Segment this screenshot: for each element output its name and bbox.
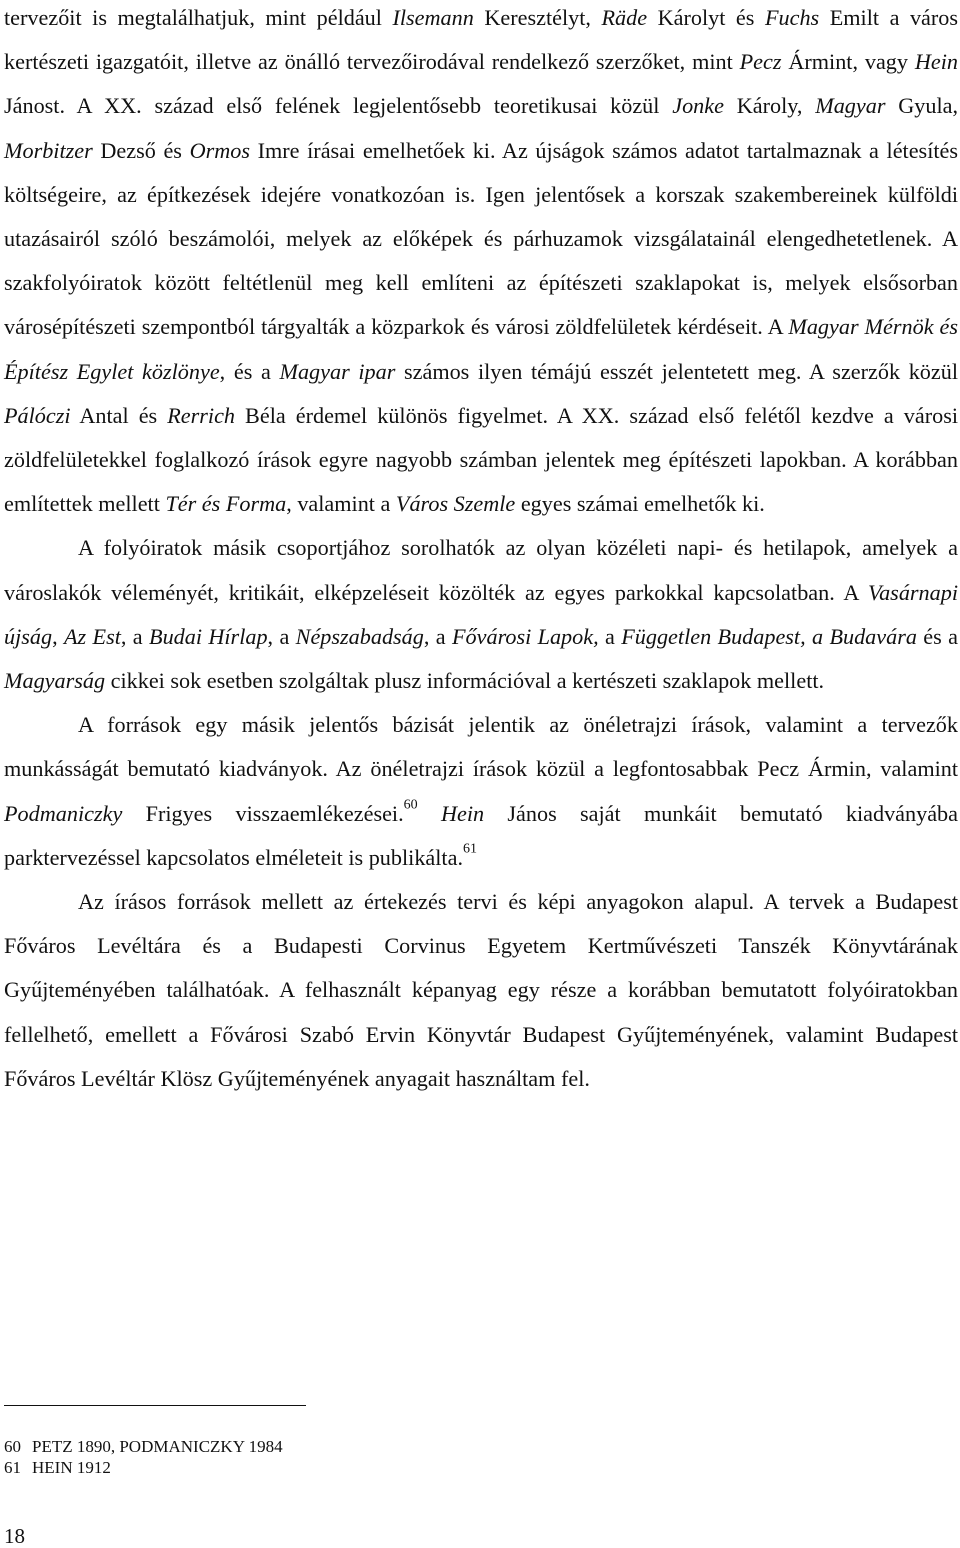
text-run: , a	[120, 623, 150, 649]
text-run: egyes számai emelhetők ki.	[515, 491, 765, 517]
text-run: Ármint, vagy	[781, 49, 915, 75]
text-run: A források egy másik jelentős bázisát jelentik az önéletrajzi írások, valamint a tervezők munkásságát bemutató kiadványok. Az önéletrajzi írások közül a legfontosabbak Pecz Ármin, valamint	[4, 712, 958, 782]
italic-text: Magyarság	[4, 668, 106, 694]
text-run: Jánost. A XX. század első felének legjelentősebb teoretikusai közül	[4, 93, 673, 119]
italic-text: Budai Hírlap	[149, 623, 268, 649]
footnote	[4, 1457, 704, 1478]
paragraph	[4, 526, 958, 703]
text-run: A folyóiratok másik csoportjához sorolhatók az olyan közéleti napi- és hetilapok, amelyek a városlakók véleményét, kritikáit, elképzeléseit közölték az egyes parkokkal kapcsolatban. A	[4, 535, 958, 605]
italic-text: Ormos	[189, 137, 250, 163]
footnote-text: PETZ 1890, PODMANICZKY 1984	[32, 1437, 283, 1456]
text-run: , és a	[219, 358, 280, 384]
italic-text: Hein	[914, 49, 958, 75]
italic-text: Pecz	[739, 49, 782, 75]
italic-text: Ilsemann	[392, 5, 474, 30]
italic-text: Fővárosi Lapok,	[451, 623, 599, 649]
text-run: ,	[52, 623, 64, 649]
footnote-reference: 61	[463, 841, 477, 857]
footnote-reference: 60	[403, 797, 418, 813]
italic-text: Vasárnapi újság	[4, 579, 958, 649]
paragraph	[4, 0, 958, 526]
text-run: tervezőit is megtalálhatjuk, mint például	[4, 5, 393, 30]
footnotes	[4, 1436, 704, 1478]
italic-text: Független Budapest, a Budavára	[621, 623, 917, 649]
italic-text: Tér és Forma	[165, 491, 287, 517]
italic-text: Jonke	[672, 93, 724, 119]
italic-text: Magyar Mérnök és Építész Egylet közlönye	[4, 314, 958, 384]
document-page	[4, 0, 958, 1101]
text-run: Az írásos források mellett az értekezés tervi és képi anyagokon alapul. A tervek a Budapest Főváros Levéltára és a Budapesti Corvinus Egyetem Kertművészeti Tanszék Könyvtárának Gyűjteményében találhatóak. A felhasznált képanyag egy része a korábban bemutatott folyóiratokban fellelhető, emellett a Fővárosi Szabó Ervin Könyvtár Budapest Gyűjteményének, valamint Budapest Főváros Levéltár Klösz Gyűjteményének anyagait használtam fel.	[4, 889, 958, 1091]
paragraph	[4, 703, 958, 880]
text-run: és a	[916, 623, 958, 649]
footnote-number: 60	[4, 1437, 21, 1456]
footnote-separator	[4, 1405, 306, 1406]
italic-text: Fuchs	[764, 5, 820, 30]
italic-text: Hein	[440, 800, 485, 826]
text-run	[418, 801, 441, 826]
text-run: , a	[423, 623, 452, 649]
text-run: cikkei sok esetben szolgáltak plusz információval a kertészeti szaklapok mellett.	[105, 668, 825, 694]
text-run: , valamint a	[286, 491, 396, 517]
italic-text: Rerrich	[167, 402, 236, 428]
text-run: Dezső és	[92, 137, 190, 163]
text-run: Károly,	[723, 93, 816, 119]
footnote-text: HEIN 1912	[32, 1458, 111, 1477]
italic-text: Népszabadság	[295, 623, 424, 649]
italic-text: Magyar	[815, 93, 886, 119]
footnote-number: 61	[4, 1458, 21, 1477]
paragraph	[4, 880, 958, 1101]
text-run: számos ilyen témájú esszét jelentetett meg. A szerzők közül	[395, 358, 958, 384]
text-run: Imre írásai emelhetőek ki. Az újságok számos adatot tartalmaznak a létesítés költségeire, az építkezések idejére vonatkozóan is. Igen jelentősek a korszak szakembereinek külföldi utazásairól szóló beszámolói, melyek az előképek és párhuzamok vizsgálatainál elengedhetetlenek. A szakfolyóiratok között feltétlenül meg kell említeni az építészeti szaklapokat is, melyek elsősorban városépítészeti szempontból tárgyalták a közparkok és városi zöldfelületek kérdéseit. A	[4, 137, 959, 340]
text-run: Emilt a város kertészeti igazgatóit, illetve az önálló tervezőirodával rendelkező szerzőket, mint	[4, 5, 959, 75]
text-run: Béla érdemel különös figyelmet. A XX. század első felétől kezdve a városi zöldfelületekkel foglalkozó írások egyre nagyobb számban jelentek meg építészeti lapokban. A korábban említettek mellett	[4, 402, 958, 517]
italic-text: Pálóczi	[4, 402, 71, 428]
italic-text: Az Est	[64, 623, 121, 649]
text-run: Károlyt és	[647, 5, 765, 30]
italic-text: Podmaniczky	[4, 800, 123, 826]
italic-text: Magyar ipar	[279, 358, 396, 384]
text-run: Gyula,	[885, 93, 959, 119]
text-run: János saját munkáit bemutató kiadványába parktervezéssel kapcsolatos elméleteit is publikálta.	[4, 800, 958, 870]
text-run: Frigyes visszaemlékezései.	[122, 800, 404, 826]
text-run: a	[598, 623, 622, 649]
text-run: , a	[267, 623, 296, 649]
italic-text: Räde	[601, 5, 648, 30]
italic-text: Város Szemle	[395, 491, 516, 517]
body-text	[4, 0, 958, 1101]
footnote	[4, 1436, 704, 1457]
italic-text: Morbitzer	[4, 137, 93, 163]
page-number: 18	[4, 1524, 25, 1548]
text-run: Keresztélyt,	[473, 5, 602, 30]
text-run: Antal és	[70, 402, 168, 428]
